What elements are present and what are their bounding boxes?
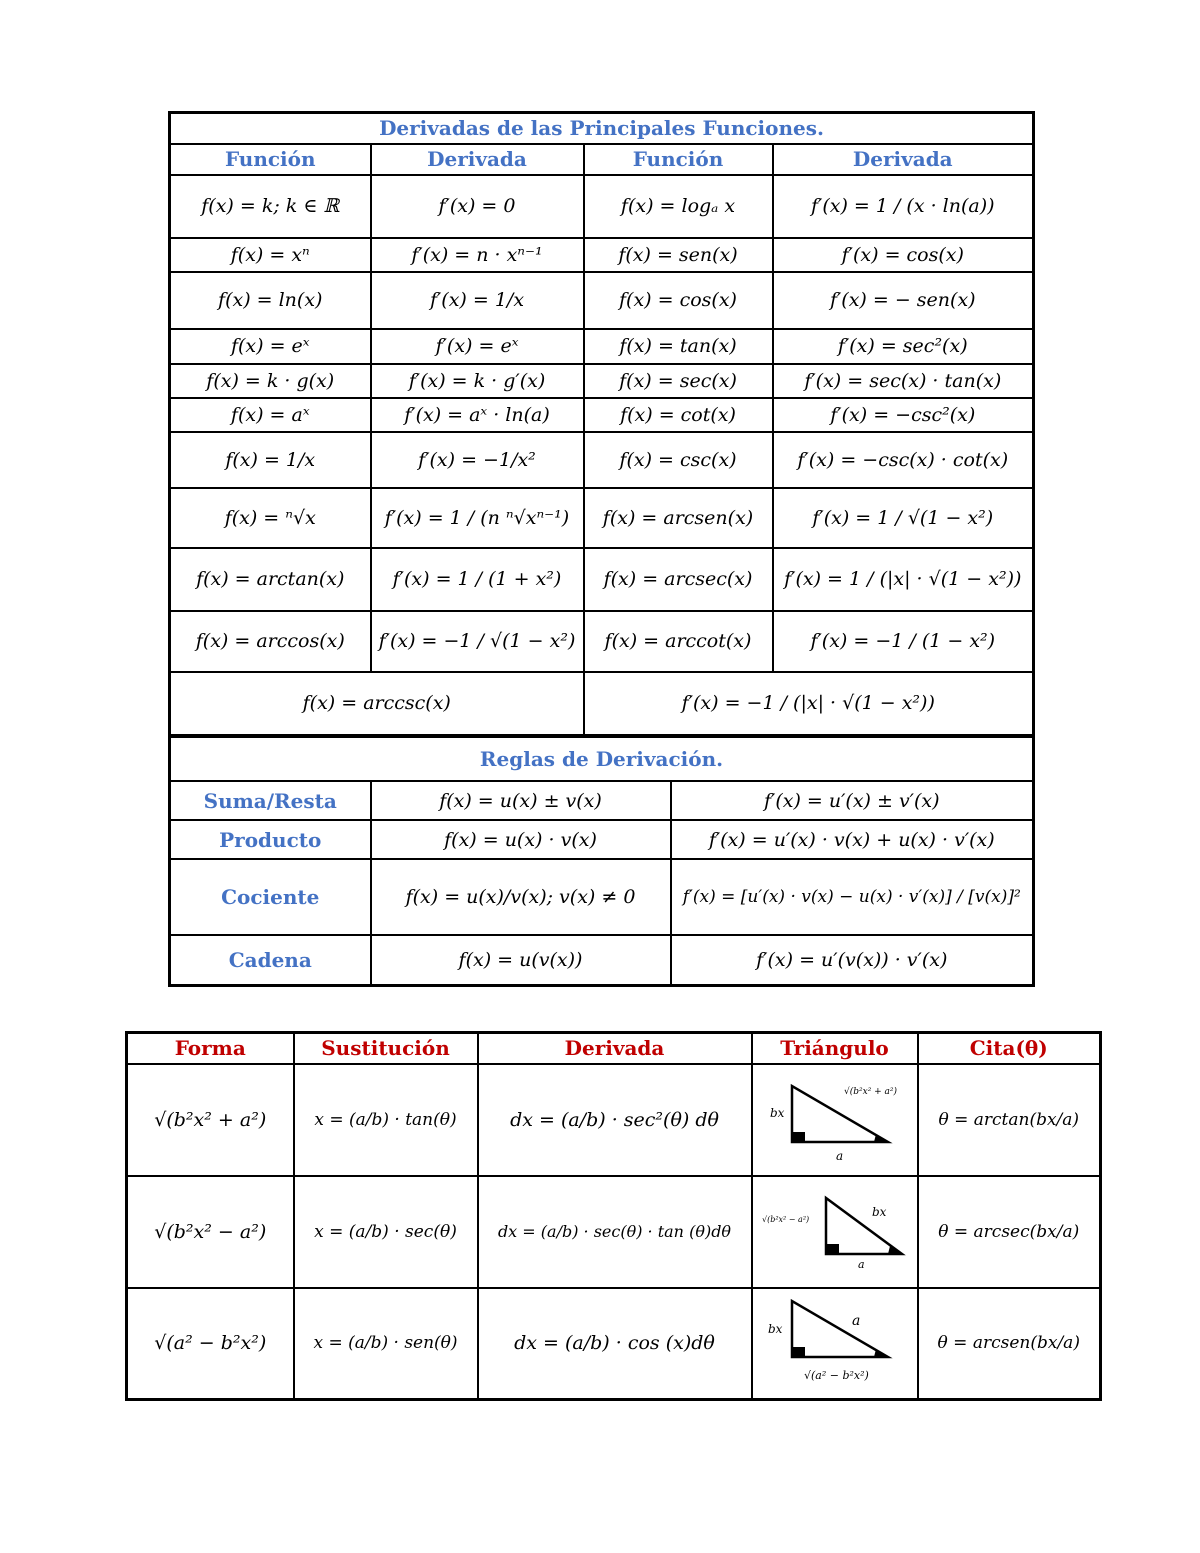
formula-cell: dx = (a/b) · sec(θ) · tan (θ)dθ: [478, 1176, 752, 1288]
table-row: [127, 1288, 1101, 1400]
triangle-cell: [752, 1176, 918, 1288]
formula-cell: f(x) = arccos(x): [170, 611, 371, 672]
formula-cell: f′(x) = 1/x: [371, 272, 584, 329]
table-row: [170, 238, 1034, 272]
formula-cell: f′(x) = n · xⁿ⁻¹: [371, 238, 584, 272]
col-header-derivative: Derivada: [773, 144, 1034, 175]
derivatives-table: [168, 111, 1035, 737]
formula-cell: f(x) = arcsen(x): [584, 488, 773, 548]
triangle-base-label: a: [857, 1257, 865, 1271]
table-row: [170, 329, 1034, 364]
table-row: [127, 1064, 1101, 1176]
table-row: [170, 781, 1034, 820]
formula-cell: f′(x) = 1 / √(1 − x²): [773, 488, 1034, 548]
table-row: [170, 820, 1034, 859]
table-row: [170, 935, 1034, 985]
formula-cell: f′(x) = aˣ · ln(a): [371, 398, 584, 432]
formula-cell: √(b²x² + a²): [127, 1064, 294, 1176]
table-row: [170, 488, 1034, 548]
formula-cell: x = (a/b) · tan(θ): [294, 1064, 478, 1176]
formula-cell: f(x) = u(v(x)): [371, 935, 671, 985]
rules-title: Reglas de Derivación.: [170, 737, 1034, 781]
formula-cell: f′(x) = −csc(x) · cot(x): [773, 432, 1034, 488]
rule-name: Suma/Resta: [170, 781, 371, 820]
table-row: [170, 272, 1034, 329]
angle-marker: [874, 1134, 888, 1142]
formula-cell: f′(x) = 1 / (1 + x²): [371, 548, 584, 611]
col-header-function: Función: [170, 144, 371, 175]
formula-cell: f(x) = k; k ∈ ℝ: [170, 175, 371, 238]
formula-cell: f′(x) = 1 / (n ⁿ√xⁿ⁻¹): [371, 488, 584, 548]
table-row: [170, 364, 1034, 398]
formula-cell: f(x) = tan(x): [584, 329, 773, 364]
col-header-form: Forma: [127, 1033, 294, 1064]
triangle-cell: [752, 1064, 918, 1176]
formula-cell: f′(x) = u′(x) ± v′(x): [671, 781, 1034, 820]
formula-cell: f(x) = arctan(x): [170, 548, 371, 611]
formula-cell: f′(x) = u′(v(x)) · v′(x): [671, 935, 1034, 985]
col-header-function: Función: [584, 144, 773, 175]
formula-cell: f(x) = arcsec(x): [584, 548, 773, 611]
rule-name: Cociente: [170, 859, 371, 935]
col-header-triangle: Triángulo: [752, 1033, 918, 1064]
formula-cell: f(x) = cos(x): [584, 272, 773, 329]
formula-cell: f′(x) = 1 / (|x| · √(1 − x²)): [773, 548, 1034, 611]
formula-cell: f′(x) = sec²(x): [773, 329, 1034, 364]
triangle-vertical-label: bx: [767, 1322, 782, 1337]
formula-cell: f(x) = eˣ: [170, 329, 371, 364]
triangle-diagram: [760, 1072, 910, 1168]
angle-marker: [888, 1246, 902, 1254]
formula-cell: f′(x) = eˣ: [371, 329, 584, 364]
triangle-diagram: [760, 1295, 910, 1391]
formula-cell: f′(x) = cos(x): [773, 238, 1034, 272]
col-header-derivative: Derivada: [371, 144, 584, 175]
formula-cell: x = (a/b) · sen(θ): [294, 1288, 478, 1400]
formula-cell: dx = (a/b) · sec²(θ) dθ: [478, 1064, 752, 1176]
formula-cell: f(x) = arccot(x): [584, 611, 773, 672]
formula-cell: f(x) = 1/x: [170, 432, 371, 488]
formula-cell: θ = arcsen(bx/a): [918, 1288, 1101, 1400]
formula-cell: dx = (a/b) · cos (x)dθ: [478, 1288, 752, 1400]
formula-cell: f(x) = aˣ: [170, 398, 371, 432]
triangle-hypotenuse-label: a: [851, 1313, 860, 1330]
formula-cell: f(x) = arccsc(x): [170, 672, 584, 736]
triangle-base-label: a: [835, 1148, 843, 1163]
right-angle-marker: [793, 1132, 805, 1142]
table-row: [170, 548, 1034, 611]
formula-cell: f′(x) = [u′(x) · v(x) − u(x) · v′(x)] / [v(x)]²: [671, 859, 1034, 935]
table-row: [127, 1176, 1101, 1288]
triangle-hypotenuse-label: bx: [871, 1204, 886, 1219]
formula-cell: f(x) = xⁿ: [170, 238, 371, 272]
formula-cell: f′(x) = −1 / (1 − x²): [773, 611, 1034, 672]
formula-cell: f(x) = csc(x): [584, 432, 773, 488]
formula-cell: f(x) = sec(x): [584, 364, 773, 398]
table-row: [170, 432, 1034, 488]
formula-cell: f′(x) = −1 / (|x| · √(1 − x²)): [584, 672, 1034, 736]
right-angle-marker: [827, 1244, 839, 1254]
table-row: [170, 611, 1034, 672]
triangle-base-label: √(a² − b²x²): [803, 1369, 869, 1383]
col-header-derivative: Derivada: [478, 1033, 752, 1064]
formula-cell: f′(x) = 0: [371, 175, 584, 238]
col-header-substitution: Sustitución: [294, 1033, 478, 1064]
formula-cell: f′(x) = −1 / √(1 − x²): [371, 611, 584, 672]
formula-cell: f′(x) = 1 / (x · ln(a)): [773, 175, 1034, 238]
col-header-theta: Cita(θ): [918, 1033, 1101, 1064]
formula-cell: x = (a/b) · sec(θ): [294, 1176, 478, 1288]
triangle-diagram: [760, 1184, 910, 1280]
table-row: [170, 175, 1034, 238]
rules-table: [168, 736, 1035, 987]
triangle-vertical-label: √(b²x² − a²): [761, 1214, 809, 1224]
triangle-vertical-label: bx: [769, 1105, 784, 1120]
formula-cell: f(x) = u(x)/v(x); v(x) ≠ 0: [371, 859, 671, 935]
formula-cell: θ = arctan(bx/a): [918, 1064, 1101, 1176]
table-row: [170, 398, 1034, 432]
triangle-shape: [792, 1301, 888, 1357]
rule-name: Cadena: [170, 935, 371, 985]
table-row: [170, 859, 1034, 935]
formula-cell: f(x) = ln(x): [170, 272, 371, 329]
angle-marker: [874, 1349, 888, 1357]
formula-cell: √(b²x² − a²): [127, 1176, 294, 1288]
formula-cell: f(x) = u(x) · v(x): [371, 820, 671, 859]
formula-cell: f(x) = sen(x): [584, 238, 773, 272]
triangle-cell: [752, 1288, 918, 1400]
formula-cell: f′(x) = −1/x²: [371, 432, 584, 488]
triangle-hypotenuse-label: √(b²x² + a²): [843, 1086, 897, 1097]
formula-cell: f′(x) = − sen(x): [773, 272, 1034, 329]
formula-cell: f′(x) = k · g′(x): [371, 364, 584, 398]
formula-cell: √(a² − b²x²): [127, 1288, 294, 1400]
formula-cell: f(x) = logₐ x: [584, 175, 773, 238]
formula-cell: f′(x) = sec(x) · tan(x): [773, 364, 1034, 398]
table-row: [170, 672, 1034, 736]
formula-cell: f(x) = u(x) ± v(x): [371, 781, 671, 820]
formula-cell: f(x) = ⁿ√x: [170, 488, 371, 548]
formula-cell: f′(x) = −csc²(x): [773, 398, 1034, 432]
formula-cell: θ = arcsec(bx/a): [918, 1176, 1101, 1288]
right-angle-marker: [793, 1347, 805, 1357]
formula-cell: f(x) = cot(x): [584, 398, 773, 432]
rule-name: Producto: [170, 820, 371, 859]
derivatives-title: Derivadas de las Principales Funciones.: [170, 113, 1034, 144]
formula-cell: f′(x) = u′(x) · v(x) + u(x) · v′(x): [671, 820, 1034, 859]
substitution-table: [125, 1031, 1102, 1401]
formula-cell: f(x) = k · g(x): [170, 364, 371, 398]
